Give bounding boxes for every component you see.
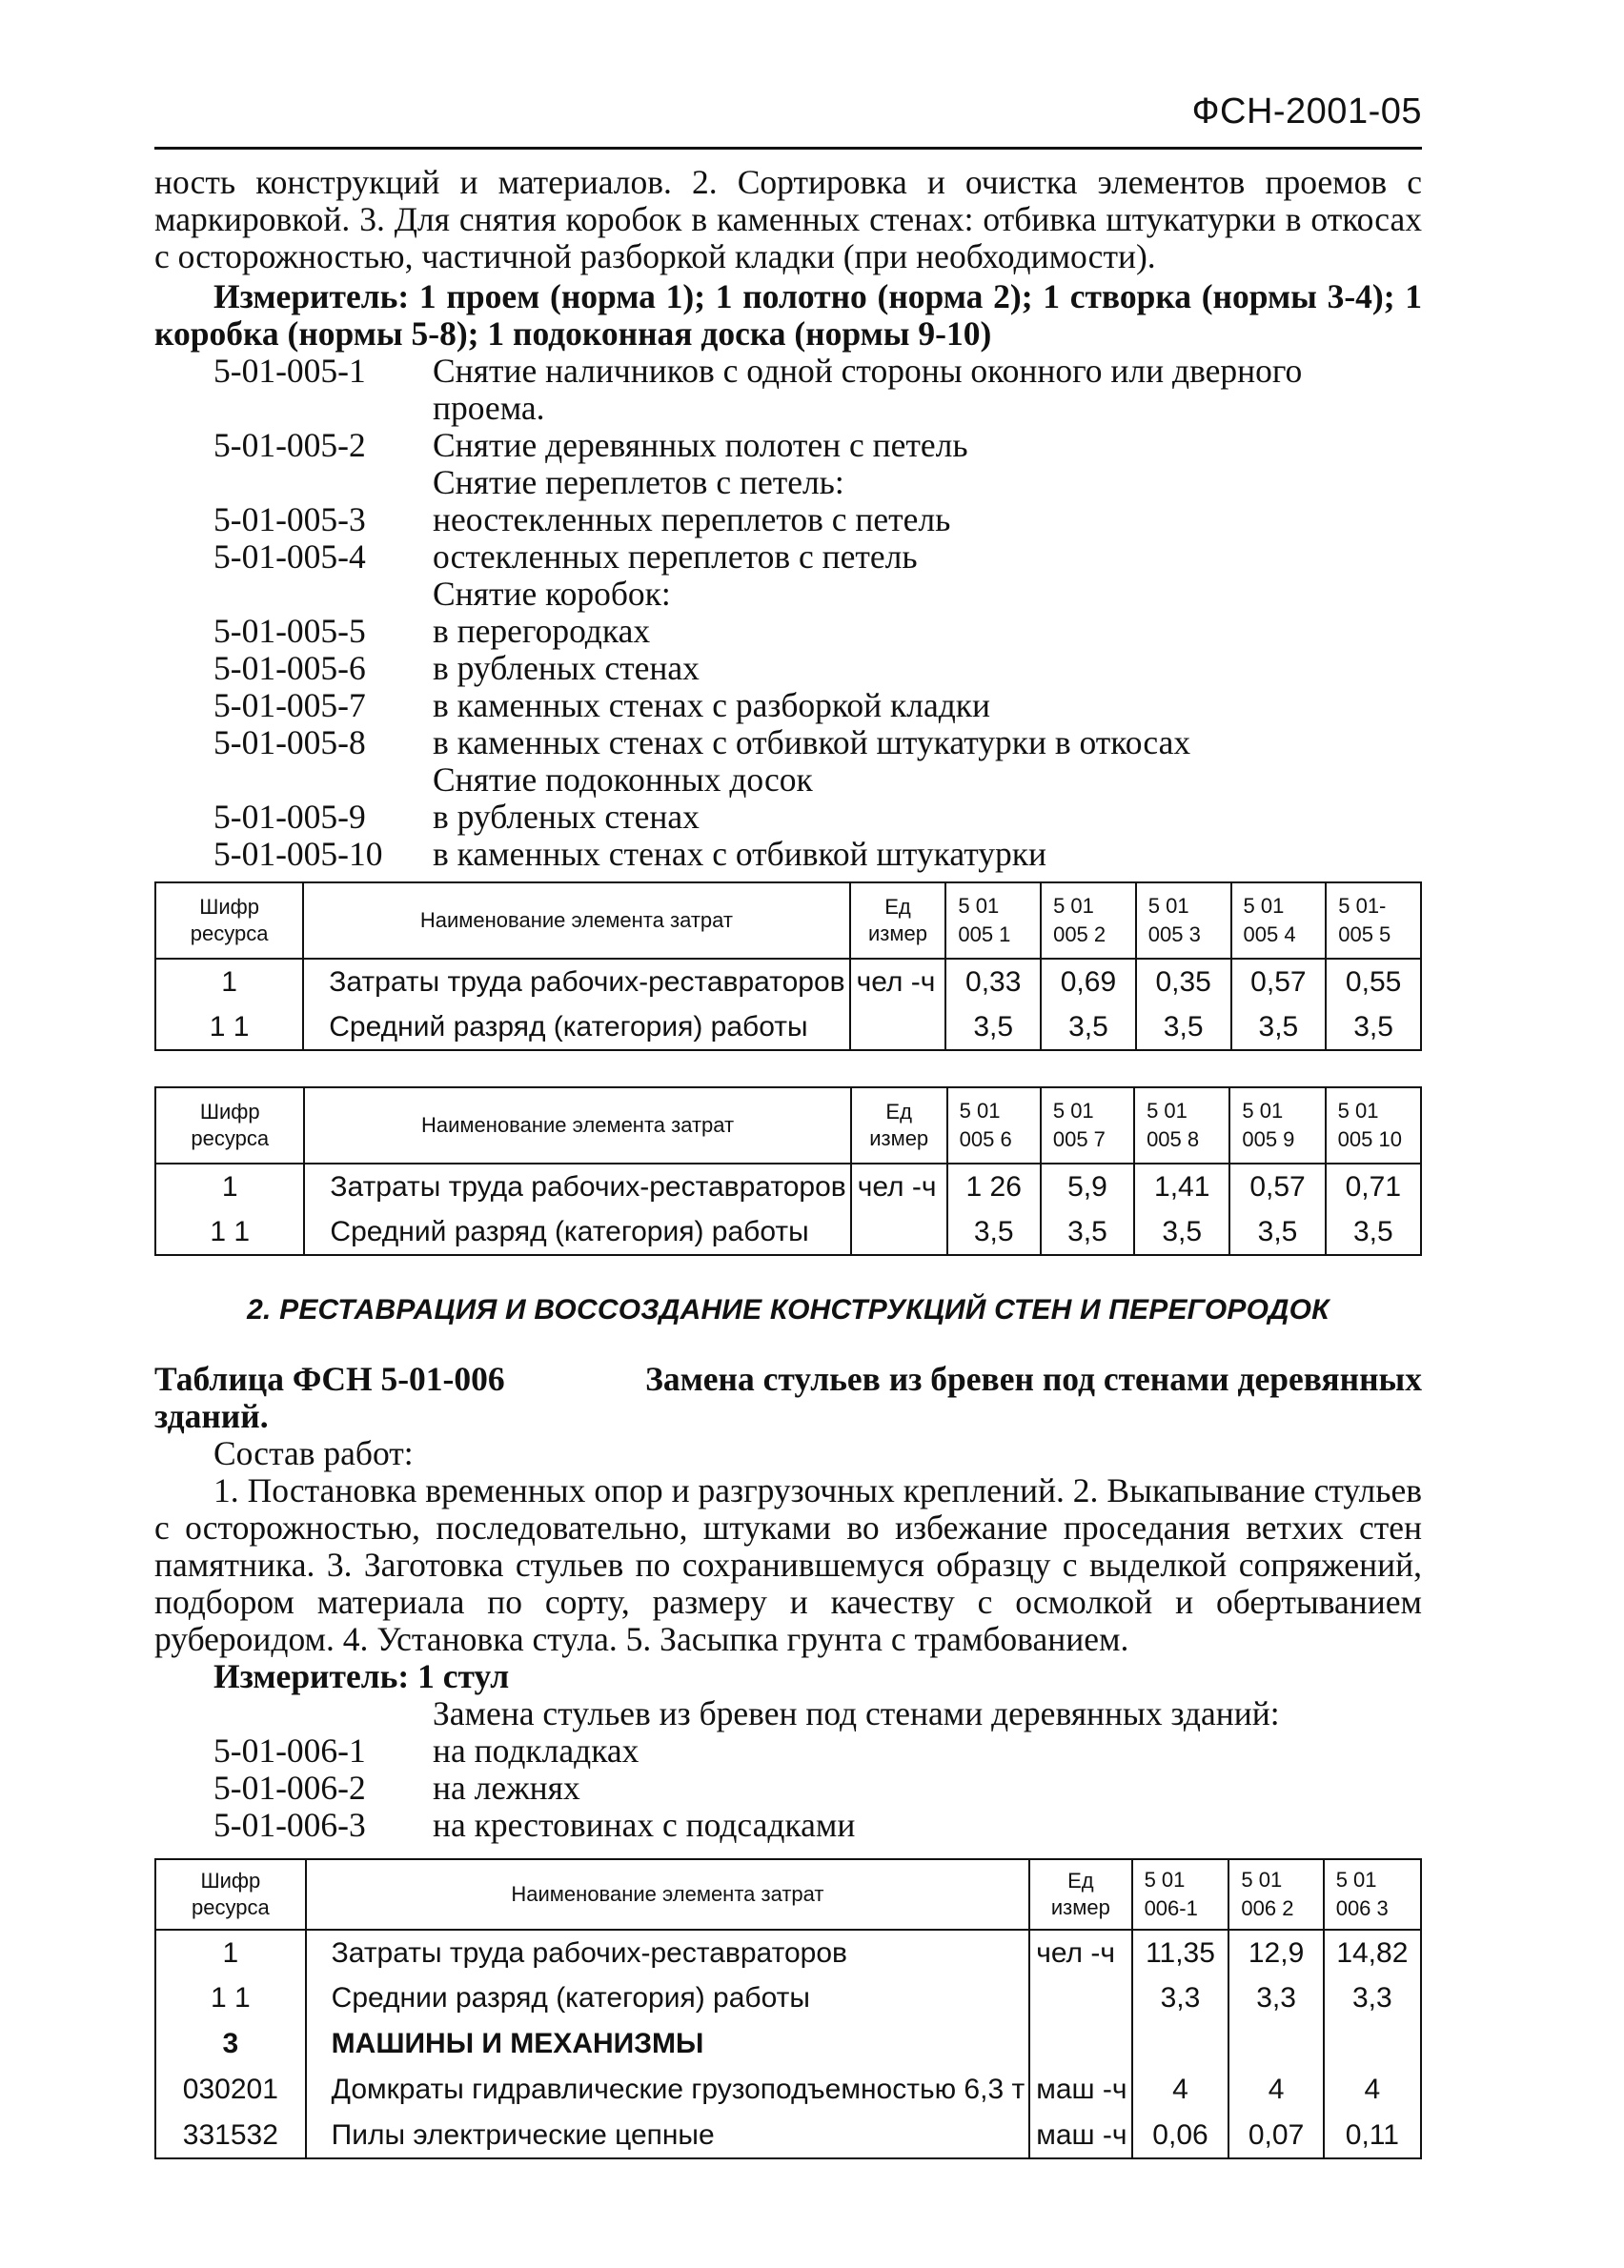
col-header-norm: 5 01 005 8 (1134, 1087, 1229, 1164)
table-header-row (155, 1859, 1421, 1930)
col-header-norm: 5 01 005 7 (1041, 1087, 1134, 1164)
col-header-norm: 5 01 005 6 (947, 1087, 1041, 1164)
norm-item: 5-01-005-8 в каменных стенах с отбивкой штукатурки в откосах (213, 723, 1191, 761)
page-header (154, 88, 1422, 150)
norm-list-006 (154, 1695, 1422, 1844)
resource-table-005-a (154, 881, 1422, 1051)
composition-tail: ность конструкций и материалов. 2. Сортировка и очистка элементов проемов с маркировкой. 3. Для снятия коробок в каменных стенах: отбивка штукатурки в откосах с осторожностью, частичной разборкой кладки (при необходимости). (154, 163, 1422, 275)
col-header-norm: 5 01 005 9 (1229, 1087, 1325, 1164)
norm-item: 5-01-005-1 Снятие наличников с одной стороны оконного или дверного проема. (213, 352, 1303, 427)
table-row: 030201 Домкраты гидравлические грузоподъемностью 6,3 т маш -ч 4 4 4 (155, 2067, 1421, 2113)
norm-item: 5-01-005-10 в каменных стенах с отбивкой штукатурки (213, 835, 1046, 873)
col-header-name: Наименование элемента затрат (306, 1859, 1030, 1930)
col-header-norm: 5 01 005 3 (1136, 882, 1231, 959)
col-header-norm: 5 01 005 1 (945, 882, 1041, 959)
table-006-heading (154, 1361, 1422, 1435)
table-row: 1 1 Среднии разряд (категория) работы 3,3 3,3 3,3 (155, 1975, 1421, 2021)
measure-005: Измеритель: 1 проем (норма 1); 1 полотно (норма 2); 1 створка (нормы 3-4); 1 коробка (нормы 5-8); 1 подоконная доска (нормы 9-10) (154, 277, 1422, 353)
norm-subheading: Снятие подоконных досок (433, 760, 813, 799)
col-header-name: Наименование элемента затрат (304, 1087, 850, 1164)
norm-item: 5-01-005-3 неостекленных переплетов с петель (213, 500, 951, 538)
section-title: 2. РЕСТАВРАЦИЯ И ВОССОЗДАНИЕ КОНСТРУКЦИЙ СТЕН И ПЕРЕГОРОДОК (247, 1294, 1330, 1326)
table-row-group-heading: 3 МАШИНЫ И МЕХАНИЗМЫ (155, 2021, 1421, 2067)
col-header-unit: Ед измер (851, 1087, 947, 1164)
col-header-norm: 5 01 006 2 (1228, 1859, 1323, 1930)
resource-table-005-b (154, 1086, 1422, 1256)
table-row: 1 1 Средний разряд (категория) работы 3,5 3,5 3,5 3,5 3,5 (155, 1004, 1421, 1050)
norm-item: 5-01-005-6 в рубленых стенах (213, 649, 700, 687)
document-code: ФСН-2001-05 (1191, 91, 1422, 132)
norm-subheading: Замена стульев из бревен под стенами деревянных зданий: (433, 1694, 1280, 1732)
composition-label: Состав работ: (213, 1434, 414, 1472)
table-006-title-cont: зданий. (154, 1397, 269, 1435)
col-header-code: Шифр ресурса (155, 1859, 306, 1930)
norm-item: 5-01-006-2 на лежнях (213, 1769, 580, 1807)
norm-list-005 (154, 353, 1422, 873)
table-row: 1 1 Средний разряд (категория) работы 3,5 3,5 3,5 3,5 3,5 (155, 1209, 1421, 1255)
col-header-norm: 5 01 005 4 (1231, 882, 1327, 959)
measure-006: Измеритель: 1 стул (213, 1657, 510, 1695)
col-header-code: Шифр ресурса (155, 882, 303, 959)
table-006-label: Таблица ФСН 5-01-006 (154, 1360, 505, 1398)
col-header-norm: 5 01 005 10 (1326, 1087, 1421, 1164)
col-header-norm: 5 01 006 3 (1324, 1859, 1421, 1930)
col-header-unit: Ед измер (850, 882, 946, 959)
table-header-row (155, 882, 1421, 959)
table-row: 1 Затраты труда рабочих-реставраторов чел -ч 1 26 5,9 1,41 0,57 0,71 (155, 1164, 1421, 1209)
table-header-row (155, 1087, 1421, 1164)
norm-item: 5-01-005-7 в каменных стенах с разборкой кладки (213, 686, 991, 724)
table-row: 1 Затраты труда рабочих-реставраторов чел -ч 0,33 0,69 0,35 0,57 0,55 (155, 959, 1421, 1004)
norm-item: 5-01-005-5 в перегородках (213, 612, 651, 650)
col-header-code: Шифр ресурса (155, 1087, 304, 1164)
col-header-norm: 5 01 006-1 (1132, 1859, 1229, 1930)
norm-item: 5-01-006-3 на крестовинах с подсадками (213, 1806, 856, 1844)
table-row: 1 Затраты труда рабочих-реставраторов чел -ч 11,35 12,9 14,82 (155, 1930, 1421, 1975)
col-header-unit: Ед измер (1029, 1859, 1131, 1930)
table-006-title: Замена стульев из бревен под стенами деревянных (645, 1360, 1422, 1398)
norm-item: 5-01-005-2 Снятие деревянных полотен с петель (213, 426, 968, 464)
norm-subheading: Снятие переплетов с петель: (433, 463, 844, 501)
norm-item: 5-01-005-9 в рубленых стенах (213, 798, 700, 836)
col-header-name: Наименование элемента затрат (303, 882, 849, 959)
col-header-norm: 5 01- 005 5 (1326, 882, 1421, 959)
resource-table-006 (154, 1858, 1422, 2159)
norm-item: 5-01-005-4 остекленных переплетов с петель (213, 537, 918, 576)
table-row: 331532 Пилы электрические цепные маш -ч 0,06 0,07 0,11 (155, 2113, 1421, 2158)
norm-subheading: Снятие коробок: (433, 575, 671, 613)
col-header-norm: 5 01 005 2 (1041, 882, 1136, 959)
norm-item: 5-01-006-1 на подкладках (213, 1731, 639, 1770)
composition-text: 1. Постановка временных опор и разгрузочных креплений. 2. Выкапывание стульев с осторожностью, последовательно, штуками во избежание проседания ветхих стен памятника. 3. Заготовка стульев по сохранившемуся образцу с выделкой сопряжений, подбором материала по сорту, размеру и качеству с осмолкой и обертыванием рубероидом. 4. Установка стула. 5. Засыпка грунта с трамбованием. (154, 1471, 1422, 1658)
